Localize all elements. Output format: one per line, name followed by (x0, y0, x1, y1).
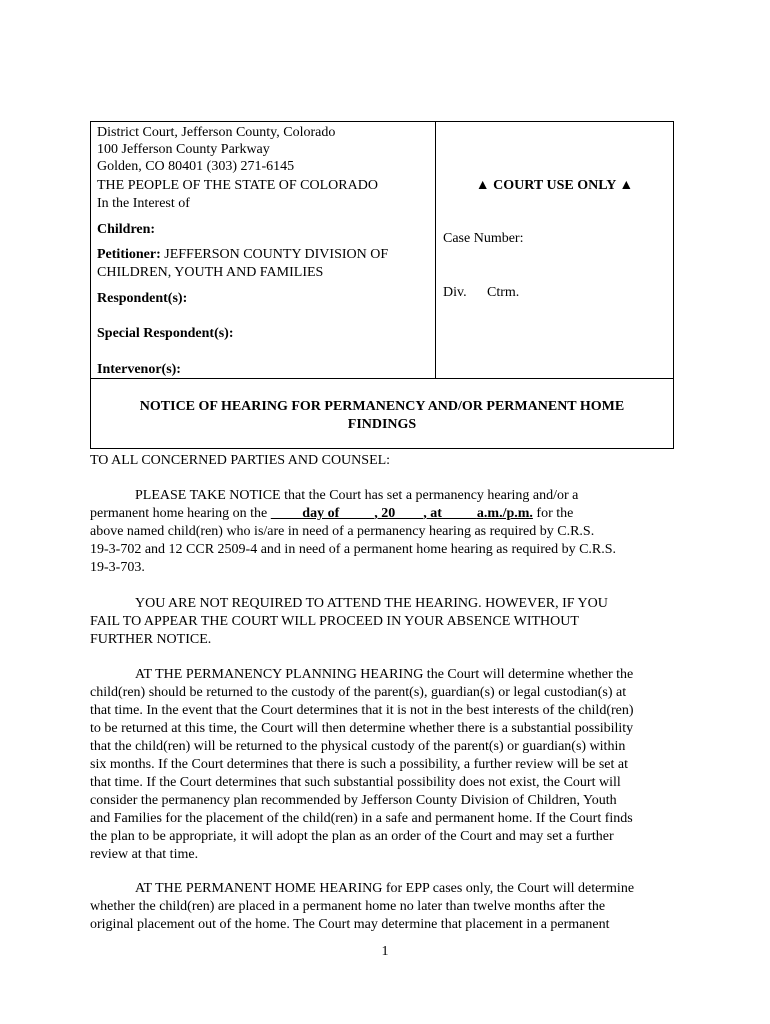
court-name: District Court, Jefferson County, Colorado (97, 125, 336, 140)
court-city-phone: Golden, CO 80401 (303) 271-6145 (97, 159, 295, 174)
petitioner-label: Petitioner: (97, 247, 161, 262)
paragraph-notice-line (90, 505, 573, 522)
page-number: 1 (381, 944, 389, 959)
paragraph-permanent-home-line: AT THE PERMANENT HOME HEARING for EPP cases only, the Court will determine (135, 881, 635, 896)
paragraph-attendance-line: FURTHER NOTICE. (90, 632, 212, 647)
paragraph-permanency-line: AT THE PERMANENCY PLANNING HEARING the Court will determine whether the (135, 667, 634, 682)
document-title-line-2: FINDINGS (347, 417, 417, 432)
paragraph-permanency-line: that time. In the event that the Court determines that it is not in the best interests of the child(ren) (90, 703, 634, 718)
paragraph-notice-line: above named child(ren) who is/are in need of a permanency hearing as required by C.R.S. (90, 524, 595, 539)
hearing-date-tail: for the (532, 506, 574, 521)
paragraph-notice-line: PLEASE TAKE NOTICE that the Court has set a permanency hearing and/or a (135, 488, 579, 503)
paragraph-permanency-line: to be returned at this time, the Court will then determine whether there is a substantial possibility (90, 721, 634, 736)
court-use-cell (436, 122, 673, 378)
salutation: TO ALL CONCERNED PARTIES AND COUNSEL: (90, 453, 391, 468)
court-use-only-label: ▲ COURT USE ONLY ▲ (475, 178, 634, 193)
respondents-label: Respondent(s): (97, 291, 188, 306)
paragraph-permanency-line: child(ren) should be returned to the custody of the parent(s), guardian(s) or legal custodian(s) at (90, 685, 627, 700)
paragraph-permanent-home-line: whether the child(ren) are placed in a permanent home no later than twelve months after the (90, 899, 606, 914)
petitioner-line-2: CHILDREN, YOUTH AND FAMILIES (97, 265, 324, 280)
interest-of: In the Interest of (97, 196, 190, 211)
division-label: Div. (443, 285, 467, 300)
hearing-date-intro: permanent home hearing on the (90, 506, 271, 521)
paragraph-permanency-line: review at that time. (90, 847, 199, 862)
paragraph-permanency-line: that the child(ren) will be returned to the physical custody of the parent(s) or guardian(s) within (90, 739, 626, 754)
paragraph-permanent-home-line: original placement out of the home. The Court may determine that placement in a permanent (90, 917, 610, 932)
paragraph-permanency-line: six months. If the Court determines that there is such a possibility, a further review will be set at (90, 757, 628, 772)
paragraph-permanency-line: that time. If the Court determines that such substantial possibility does not exist, the Court will (90, 775, 621, 790)
courtroom-label: Ctrm. (487, 285, 520, 300)
petitioner-line-1 (97, 246, 388, 263)
special-respondents-label: Special Respondent(s): (97, 326, 234, 341)
intervenors-label: Intervenor(s): (97, 362, 181, 377)
hearing-ampm-blank: a.m./p.m. (476, 506, 533, 521)
paragraph-attendance-line: YOU ARE NOT REQUIRED TO ATTEND THE HEARING. HOWEVER, IF YOU (135, 596, 608, 611)
document-title-line-1: NOTICE OF HEARING FOR PERMANENCY AND/OR PERMANENT HOME (139, 399, 625, 414)
case-caption-table (90, 121, 674, 449)
paragraph-permanency-line: and Families for the placement of the child(ren) in a safe and permanent home. If the Court finds (90, 811, 633, 826)
paragraph-permanency-line: the plan to be appropriate, it will adopt the plan as an order of the Court and may set a further (90, 829, 614, 844)
hearing-day-blank: day of (270, 506, 375, 521)
court-address: 100 Jefferson County Parkway (97, 142, 270, 157)
hearing-year-blank: , 20 (374, 506, 424, 521)
document-title-cell (91, 378, 673, 448)
hearing-time-blank: , at (423, 506, 477, 521)
paragraph-permanency-line: consider the permanency plan recommended by Jefferson County Division of Children, Youth (90, 793, 617, 808)
people-of-state: THE PEOPLE OF THE STATE OF COLORADO (97, 178, 378, 193)
paragraph-notice-line: 19-3-703. (90, 560, 145, 575)
case-number-label: Case Number: (443, 231, 524, 246)
paragraph-notice-line: 19-3-702 and 12 CCR 2509-4 and in need of a permanent home hearing as required by C.R.S. (90, 542, 617, 557)
petitioner-name-1: JEFFERSON COUNTY DIVISION OF (160, 247, 389, 262)
paragraph-attendance-line: FAIL TO APPEAR THE COURT WILL PROCEED IN YOUR ABSENCE WITHOUT (90, 614, 579, 629)
children-label: Children: (97, 222, 156, 237)
caption-parties-cell (91, 122, 436, 378)
